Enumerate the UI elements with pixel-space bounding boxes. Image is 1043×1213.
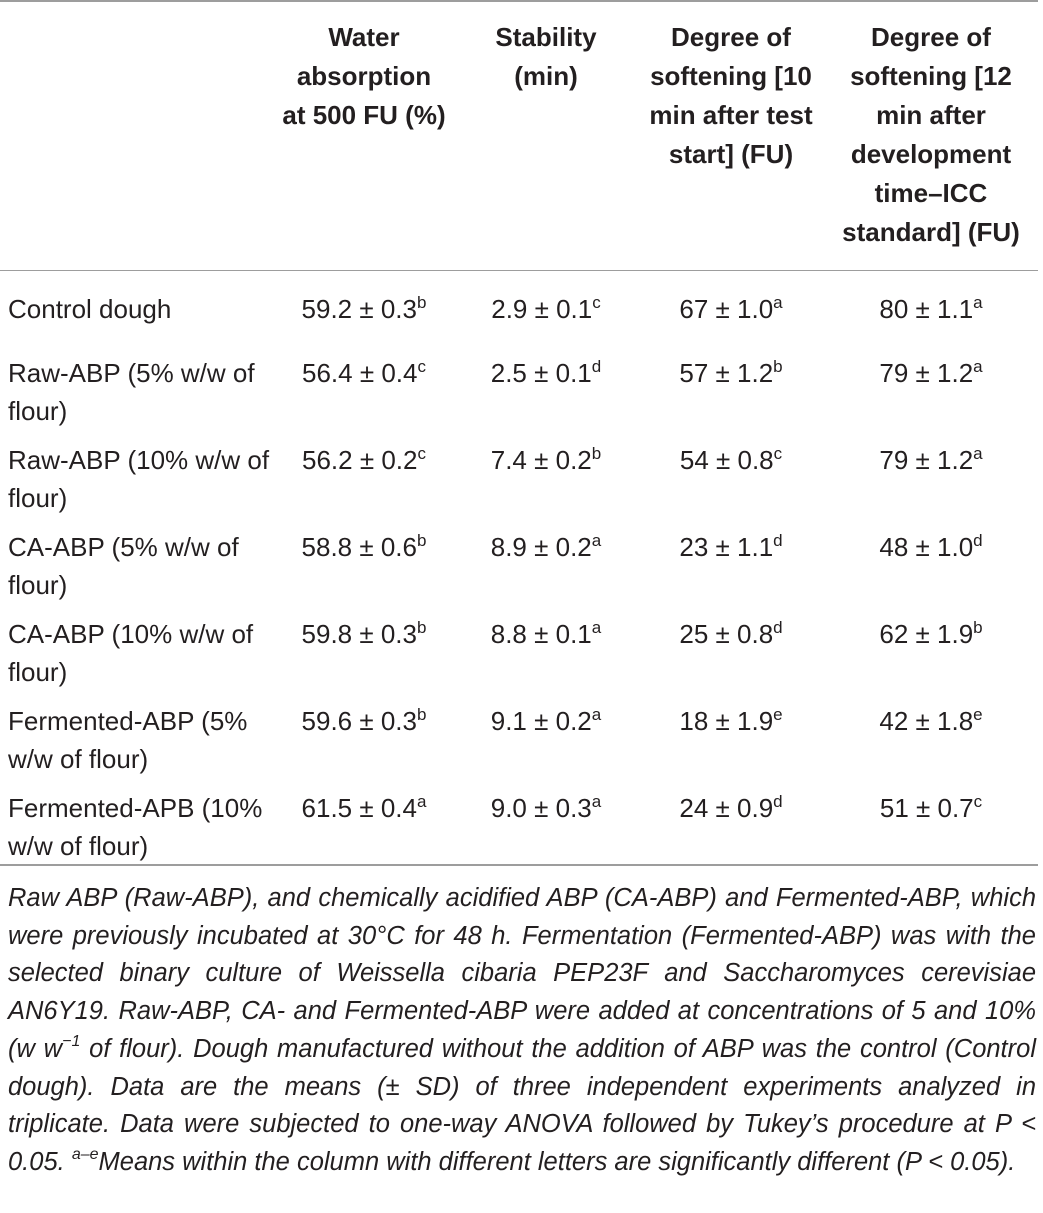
table-cell <box>824 354 1038 441</box>
cell-value: 54 ± 0.8 <box>679 445 774 475</box>
table-cell <box>638 702 824 789</box>
farinograph-table <box>0 18 1038 876</box>
significance-letter: b <box>773 357 783 376</box>
table-cell <box>824 528 1038 615</box>
table-cell <box>638 789 824 876</box>
significance-letter: d <box>773 792 783 811</box>
row-label: Control dough <box>8 294 172 324</box>
table-body <box>0 270 1038 876</box>
cell-value: 56.4 ± 0.4 <box>302 358 418 388</box>
table-cell <box>638 528 824 615</box>
row-label: Fermented-ABP (5% w/w of flour) <box>8 706 248 774</box>
table-row <box>0 615 1038 702</box>
table-cell <box>454 789 638 876</box>
cell-value: 42 ± 1.8 <box>879 706 974 736</box>
footnote-text: Means within the column with different letters are significantly different (P < 0.05). <box>98 1147 1016 1176</box>
cell-value: 61.5 ± 0.4 <box>301 793 417 823</box>
footnote-text: Raw ABP (Raw-ABP), and chemically acidified ABP (CA-ABP) and Fermented-ABP, which were previously incubated at 30°C for 48 h. Fermentation (Fermented-ABP) was with the selected binary culture of Weissella cibaria PEP23F and Saccharomyces cerevisiae AN6Y19. Raw-ABP, CA- and Fermented-ABP were added at concentrations of 5 and 10% (w w <box>8 884 1036 1063</box>
column-header <box>0 18 274 270</box>
table-row <box>0 354 1038 441</box>
cell-value: 18 ± 1.9 <box>679 706 774 736</box>
cell-value: 58.8 ± 0.6 <box>301 532 417 562</box>
table-row <box>0 528 1038 615</box>
cell-value: 79 ± 1.2 <box>879 358 974 388</box>
table-cell <box>454 615 638 702</box>
cell-value: 80 ± 1.1 <box>879 294 974 324</box>
table-cell <box>824 789 1038 876</box>
significance-letter: b <box>417 293 427 312</box>
cell-value: 62 ± 1.9 <box>879 619 974 649</box>
table-row <box>0 702 1038 789</box>
significance-letter: a <box>973 293 983 312</box>
significance-letter: b <box>417 705 427 724</box>
significance-letter: a <box>973 357 983 376</box>
table-cell <box>824 441 1038 528</box>
significance-letter: d <box>591 357 602 376</box>
footnote-superscript: a–e <box>71 1145 99 1163</box>
significance-letter: a <box>591 531 602 550</box>
significance-letter: a <box>591 705 602 724</box>
cell-value: 59.2 ± 0.3 <box>301 294 417 324</box>
column-header: Degree of softening [12 min after development time–ICC standard] (FU) <box>842 22 1020 247</box>
cell-value: 48 ± 1.0 <box>879 532 974 562</box>
row-label: Raw-ABP (5% w/w of flour) <box>8 358 255 426</box>
row-label: Raw-ABP (10% w/w of flour) <box>8 445 270 513</box>
cell-value: 59.8 ± 0.3 <box>301 619 417 649</box>
significance-letter: b <box>417 531 427 550</box>
footnote-text: of flour). Dough manufactured without the addition of ABP was the control (Control dough). Data are the means (± SD) of three independent experiments analyzed in triplicate. Data were subjected to one-way ANOVA followed by Tukey’s procedure at P < 0.05. <box>8 1034 1036 1176</box>
significance-letter: b <box>973 618 983 637</box>
table-cell <box>274 702 454 789</box>
table-footnote <box>8 880 1036 1182</box>
significance-letter: d <box>773 618 783 637</box>
significance-letter: b <box>417 618 427 637</box>
significance-letter: c <box>592 293 601 312</box>
table-cell <box>274 789 454 876</box>
cell-value: 8.8 ± 0.1 <box>490 619 592 649</box>
table-cell <box>454 528 638 615</box>
column-header: Degree of softening [10 min after test start] (FU) <box>649 22 813 169</box>
table-cell <box>274 528 454 615</box>
table-cell <box>454 441 638 528</box>
table-cell <box>454 702 638 789</box>
row-label: CA-ABP (10% w/w of flour) <box>8 619 254 687</box>
significance-letter: a <box>417 792 427 811</box>
cell-value: 56.2 ± 0.2 <box>302 445 418 475</box>
row-label: Fermented-APB (10% w/w of flour) <box>8 793 263 861</box>
significance-letter: b <box>591 444 602 463</box>
cell-value: 23 ± 1.1 <box>679 532 774 562</box>
table-row <box>0 270 1038 354</box>
header-row <box>0 18 1038 270</box>
table-cell <box>824 615 1038 702</box>
significance-letter: c <box>973 792 983 811</box>
column-header: Stability (min) <box>495 22 597 91</box>
row-label: CA-ABP (5% w/w of flour) <box>8 532 239 600</box>
cell-value: 51 ± 0.7 <box>879 793 974 823</box>
significance-letter: a <box>973 444 983 463</box>
table-cell <box>638 441 824 528</box>
significance-letter: c <box>417 444 426 463</box>
column-header: Water absorption at 500 FU (%) <box>282 22 446 130</box>
table-cell <box>638 615 824 702</box>
cell-value: 25 ± 0.8 <box>679 619 774 649</box>
significance-letter: c <box>773 444 783 463</box>
table-cell <box>824 270 1038 354</box>
table-cell <box>824 702 1038 789</box>
table-top-rule <box>0 0 1038 2</box>
significance-letter: d <box>973 531 983 550</box>
significance-letter: e <box>773 705 783 724</box>
significance-letter: d <box>773 531 783 550</box>
cell-value: 24 ± 0.9 <box>679 793 774 823</box>
cell-value: 67 ± 1.0 <box>679 294 774 324</box>
table-cell <box>274 615 454 702</box>
cell-value: 2.5 ± 0.1 <box>490 358 592 388</box>
table-cell <box>274 441 454 528</box>
table-row <box>0 789 1038 876</box>
significance-letter: a <box>591 618 602 637</box>
significance-letter: c <box>417 357 426 376</box>
cell-value: 7.4 ± 0.2 <box>490 445 592 475</box>
table-row <box>0 441 1038 528</box>
significance-letter: a <box>773 293 783 312</box>
table-cell <box>454 270 638 354</box>
cell-value: 59.6 ± 0.3 <box>301 706 417 736</box>
table-cell <box>274 354 454 441</box>
cell-value: 79 ± 1.2 <box>879 445 974 475</box>
cell-value: 57 ± 1.2 <box>679 358 774 388</box>
table-cell <box>638 354 824 441</box>
cell-value: 9.1 ± 0.2 <box>490 706 592 736</box>
cell-value: 9.0 ± 0.3 <box>490 793 592 823</box>
footnote-exponent: −1 <box>62 1032 81 1050</box>
cell-value: 2.9 ± 0.1 <box>491 294 593 324</box>
table-cell <box>454 354 638 441</box>
table-cell <box>274 270 454 354</box>
significance-letter: e <box>973 705 983 724</box>
cell-value: 8.9 ± 0.2 <box>490 532 592 562</box>
table-cell <box>638 270 824 354</box>
significance-letter: a <box>591 792 602 811</box>
